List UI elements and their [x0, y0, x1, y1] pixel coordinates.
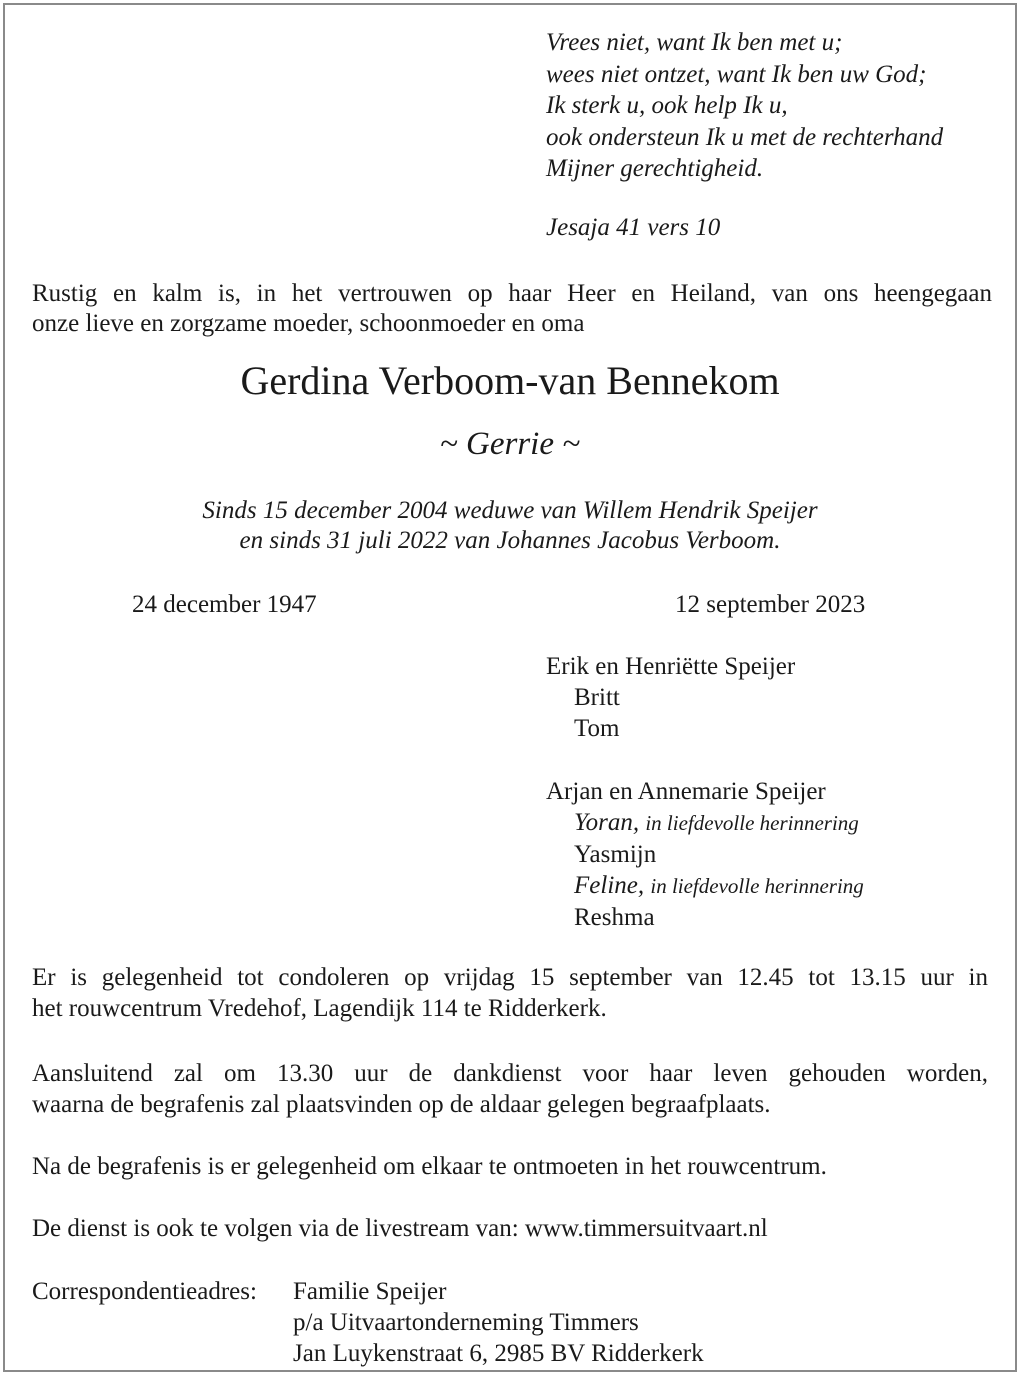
info-line: het rouwcentrum Vredehof, Lagendijk 114 te Ridderkerk.	[32, 995, 607, 1022]
grandchild: Yasmijn	[574, 841, 657, 868]
correspondence-label: Correspondentieadres:	[32, 1278, 257, 1305]
bible-verse	[546, 27, 943, 185]
grandchild-name: Feline,	[574, 872, 645, 899]
family-group	[546, 776, 864, 933]
condolence-info	[32, 962, 988, 1024]
meeting-info: Na de begrafenis is er gelegenheid om elkaar te ontmoeten in het rouwcentrum.	[32, 1153, 827, 1180]
grandchild	[546, 870, 864, 902]
family-parents: Arjan en Annemarie Speijer	[546, 778, 826, 805]
deceased-nickname: ~ Gerrie ~	[439, 426, 581, 462]
grandchild	[546, 807, 864, 839]
deceased-name: Gerdina Verboom-van Bennekom	[240, 358, 780, 403]
death-date: 12 september 2023	[675, 591, 866, 618]
intro-line: Rustig en kalm is, in het vertrouwen op haar Heer en Heiland, van ons heengegaan	[32, 280, 992, 307]
verse-line: ook ondersteun Ik u met de rechterhand	[546, 123, 944, 151]
grandchild-memorial-note: in liefdevolle herinnering	[645, 811, 859, 835]
grandchild: Reshma	[574, 904, 655, 931]
widow-line: en sinds 31 juli 2022 van Johannes Jacobus Verboom.	[239, 527, 781, 554]
widow-statement	[0, 496, 1020, 556]
family-group	[546, 651, 795, 744]
verse-line: Vrees niet, want Ik ben met u;	[546, 29, 843, 56]
birth-date: 24 december 1947	[132, 591, 317, 618]
service-info	[32, 1058, 988, 1120]
intro-text	[32, 279, 992, 339]
widow-line: Sinds 15 december 2004 weduwe van Willem Hendrik Speijer	[202, 497, 818, 524]
address-line: Jan Luykenstraat 6, 2985 BV Ridderkerk	[293, 1340, 704, 1367]
info-line: Aansluitend zal om 13.30 uur de dankdienst voor haar leven gehouden worden,	[32, 1060, 988, 1087]
grandchild-memorial-note: in liefdevolle herinnering	[650, 874, 864, 898]
verse-line: Ik sterk u, ook help Ik u,	[546, 92, 788, 119]
intro-line: onze lieve en zorgzame moeder, schoonmoeder en oma	[32, 310, 585, 337]
grandchild-name: Yoran,	[574, 809, 640, 836]
address-line: Familie Speijer	[293, 1278, 447, 1305]
correspondence-address	[293, 1276, 704, 1369]
verse-line: wees niet ontzet, want Ik ben uw God;	[546, 60, 927, 88]
info-line: waarna de begrafenis zal plaatsvinden op de aldaar gelegen begraafplaats.	[32, 1091, 771, 1118]
grandchild: Britt	[574, 684, 620, 711]
verse-line: Mijner gerechtigheid.	[546, 155, 764, 182]
verse-reference: Jesaja 41 vers 10	[546, 214, 721, 241]
info-line: Er is gelegenheid tot condoleren op vrijdag 15 september van 12.45 tot 13.15 uur in	[32, 964, 988, 991]
address-line: p/a Uitvaartonderneming Timmers	[293, 1309, 639, 1336]
family-parents: Erik en Henriëtte Speijer	[546, 653, 796, 680]
livestream-info: De dienst is ook te volgen via de livestream van: www.timmersuitvaart.nl	[32, 1215, 768, 1242]
grandchild: Tom	[574, 715, 620, 742]
